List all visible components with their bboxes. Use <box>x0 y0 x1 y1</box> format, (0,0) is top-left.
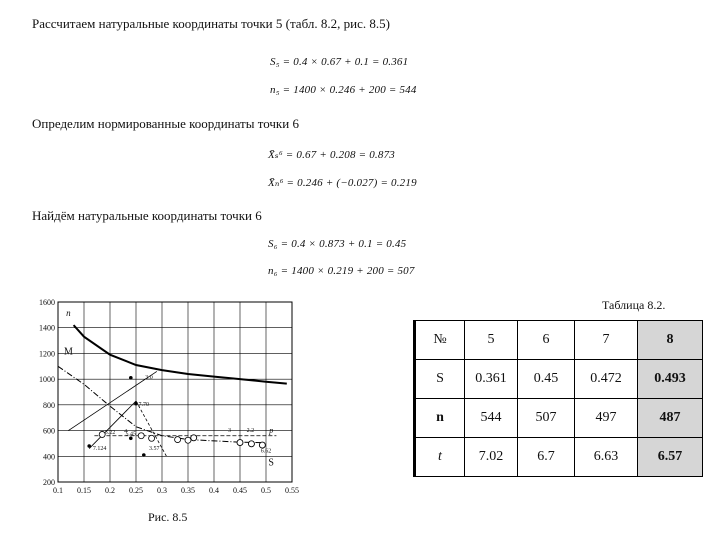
table-row <box>415 360 703 399</box>
y-tick-label: 1000 <box>39 375 55 385</box>
series-n-label: n <box>66 308 71 319</box>
y-tick-label: 200 <box>43 478 55 487</box>
x-tick-label: 0.45 <box>233 486 247 495</box>
series-p-label: p <box>269 426 274 436</box>
x-tick-label: 0.2 <box>105 486 115 495</box>
equation-s6: S₆ = 0.4 × 0.873 + 0.1 = 0.45 <box>268 238 407 250</box>
table-cell: 0.45 <box>518 360 575 399</box>
heading-point5: Рассчитаем натуральные координаты точки 5 (табл. 8.2, рис. 8.5) <box>32 16 390 31</box>
x-tick-label: 0.25 <box>129 486 143 495</box>
table-header-number: № <box>415 321 465 360</box>
data-point-dot <box>87 444 91 448</box>
table-cell: 7.02 <box>465 438 518 477</box>
x-tick-label: 0.4 <box>209 486 219 495</box>
data-point-dot <box>134 402 138 406</box>
figure-caption: Рис. 8.5 <box>148 510 188 524</box>
x-tick-label: 0.1 <box>53 486 63 495</box>
point-label: 7.124 <box>92 445 107 452</box>
equation-n5: n₅ = 1400 × 0.246 + 200 = 544 <box>270 84 417 96</box>
table-row-label: S <box>415 360 465 399</box>
x-tick-label: 0.15 <box>77 486 91 495</box>
point-label: 6.62 <box>260 448 272 455</box>
table-row <box>415 399 703 438</box>
table-row-label: t <box>415 438 465 477</box>
table-row-label: n <box>415 399 465 438</box>
point-label: 3 <box>228 427 232 434</box>
table-caption: Таблица 8.2. <box>602 298 666 312</box>
x-tick-label: 0.55 <box>285 486 299 495</box>
y-tick-label: 1200 <box>39 349 55 359</box>
point-label: 7.70 <box>138 402 150 409</box>
x-tick-label: 0.5 <box>261 486 271 495</box>
y-tick-label: 1600 <box>39 298 55 307</box>
data-point <box>191 435 197 441</box>
point-label: 2.2 <box>246 427 255 434</box>
table-cell: 6.63 <box>575 438 638 477</box>
construction-line <box>68 371 156 430</box>
marker-circle <box>185 437 191 443</box>
y-tick-label: 800 <box>43 400 55 410</box>
point-label: 5.45 <box>125 431 137 438</box>
data-point <box>237 440 243 446</box>
series-n-line <box>74 325 287 384</box>
marker-circle <box>138 433 144 439</box>
series-m-label: M <box>63 346 73 358</box>
axis-s-label: S <box>268 457 274 469</box>
plot-frame <box>58 302 292 482</box>
table-cell: 6.7 <box>518 438 575 477</box>
table-cell: 6.57 <box>638 438 703 477</box>
point-label: 4 <box>124 429 128 436</box>
point-label: 3.0 <box>145 375 153 382</box>
y-tick-label: 1400 <box>39 323 55 333</box>
data-point-dot <box>142 453 146 457</box>
table-cell: 487 <box>638 399 703 438</box>
table-header-col-5: 5 <box>465 321 518 360</box>
heading-normalized-point6: Определим нормированные координаты точки 6 <box>32 116 299 131</box>
data-point <box>248 441 254 447</box>
point-label: 3.22 <box>104 429 116 436</box>
equation-xn6: X̄ₙ⁶ = 0.246 + (−0.027) = 0.219 <box>268 177 417 189</box>
table-cell: 0.493 <box>638 360 703 399</box>
y-tick-label: 400 <box>43 452 55 462</box>
x-tick-label: 0.35 <box>181 486 195 495</box>
point-label: 3.57 <box>148 445 160 452</box>
equation-xs6: X̄ₛ⁶ = 0.67 + 0.208 = 0.873 <box>268 149 395 161</box>
table-header-col-8: 8 <box>638 321 703 360</box>
marker-circle <box>149 435 155 441</box>
y-tick-label: 600 <box>43 426 55 436</box>
table-header-row <box>415 321 703 360</box>
equation-n6: n₆ = 1400 × 0.219 + 200 = 507 <box>268 265 415 277</box>
data-point-dot <box>129 376 133 380</box>
table-cell: 497 <box>575 399 638 438</box>
table-cell: 0.472 <box>575 360 638 399</box>
data-point <box>259 442 265 448</box>
table-cell: 0.361 <box>465 360 518 399</box>
table-cell: 544 <box>465 399 518 438</box>
table-8-2 <box>413 320 703 477</box>
heading-natural-point6: Найдём натуральные координаты точки 6 <box>32 208 262 223</box>
table-cell: 507 <box>518 399 575 438</box>
table-header-col-6: 6 <box>518 321 575 360</box>
table-row <box>415 438 703 477</box>
x-tick-label: 0.3 <box>157 486 167 495</box>
table-header-col-7: 7 <box>575 321 638 360</box>
figure-8-5-chart <box>20 290 320 505</box>
equation-s5: S₅ = 0.4 × 0.67 + 0.1 = 0.361 <box>270 56 409 68</box>
marker-circle <box>175 437 181 443</box>
